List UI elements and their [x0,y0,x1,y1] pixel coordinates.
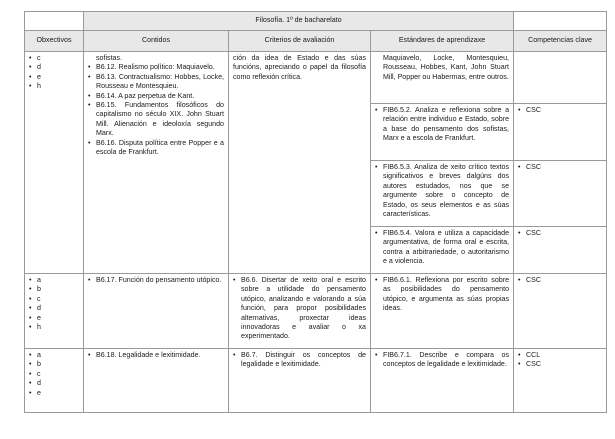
table-title: Filosofía. 1º de bacharelato [84,12,514,31]
header-criteria: Criterios de avaliación [229,31,371,52]
blank-corner-cell [25,12,84,31]
objective-item: • a [29,351,79,360]
standards-cell [371,161,514,227]
competences-cell [514,161,607,227]
competences-cell [514,104,607,161]
objective-item: • c [29,370,79,379]
competence-item: • CSC [518,360,602,369]
competence-item: • CSC [518,163,602,172]
contents-cell [84,274,229,349]
table-row-1a [25,52,607,104]
objective-item: • c [29,54,79,63]
objective-item: • d [29,379,79,388]
objectives-cell [25,52,84,274]
standards-cell [371,274,514,349]
objective-item: • h [29,323,79,332]
header-competences: Competencias clave [514,31,607,52]
content-item: • B6.18. Legalidade e lexitimidade. [88,351,224,360]
criteria-text: ción da idea de Estado e das súas funcións, apreciando o papel da filosofía como reflexión crítica. [233,54,366,81]
standards-cell [371,227,514,274]
competences-cell [514,349,607,413]
content-item: • B6.17. Función do pensamento utópico. [88,276,224,285]
objective-item: • d [29,63,79,72]
criteria-cell [229,274,371,349]
standard-text: • FIB6.6.1. Reflexiona por escrito sobre as posibilidades do pensamento utópico, e argumenta as súas propias ideas. [375,276,509,314]
content-item: • B6.13. Contractualismo: Hobbes, Locke, Rousseau e Montesquieu. [88,73,224,92]
criteria-text: • B6.6. Disertar de xeito oral e escrito sobre a utilidade do pensamento utópico, analizando e valorando a súa función, para propor posibilidades alternativas, proxectar ideas innovadoras e avaliar o xa experimentado. [233,276,366,342]
criteria-cell [229,52,371,274]
table-title-row [25,12,607,31]
column-header-row [25,31,607,52]
blank-corner-cell-right [514,12,607,31]
objective-item: • h [29,82,79,91]
content-item: • B6.12. Realismo político: Maquiavelo. [88,63,224,72]
competence-item: • CSC [518,276,602,285]
curriculum-table [24,11,607,413]
competences-cell [514,274,607,349]
competences-cell [514,52,607,104]
standards-cell [371,104,514,161]
header-standards: Estándares de aprendizaxe [371,31,514,52]
standard-text: • FIB6.5.4. Valora e utiliza a capacidade argumentativa, de forma oral e escrita, contra a arbitrariedade, o autoritarismo e a violencia. [375,229,509,267]
objective-item: • e [29,314,79,323]
objective-item: • b [29,285,79,294]
contents-cell [84,52,229,274]
objective-item: • d [29,304,79,313]
objectives-cell [25,349,84,413]
standard-text: • FIB6.5.2. Analiza e reflexiona sobre a relación entre individuo e Estado, sobre a base do pensamento dos sofistas, Marx e a escola de Frankfurt. [375,106,509,144]
table-row-3 [25,349,607,413]
header-objectives: Obxectivos [25,31,84,52]
objective-item: • e [29,389,79,398]
table-row-2 [25,274,607,349]
contents-continued: sofistas. [96,54,123,62]
contents-cell [84,349,229,413]
competence-item: • CSC [518,106,602,115]
criteria-text: • B6.7. Distinguir os conceptos de legalidade e lexitimidade. [233,351,366,370]
competence-item: • CCL [518,351,602,360]
standard-text: • FIB6.7.1. Describe e compara os conceptos de legalidade e lexitimidade. [375,351,509,370]
content-item: • B6.14. A paz perpetua de Kant. [88,92,224,101]
standards-cell [371,349,514,413]
content-item: • B6.15. Fundamentos filosóficos do capitalismo no século XIX. John Stuart Mill. Alienación e ideoloxía segundo Marx. [88,101,224,139]
objective-item: • e [29,73,79,82]
standard-text: Maquiavelo, Locke, Montesquieu, Rousseau, Hobbes, Kant, John Stuart Mill, Popper ou Habermas, entre outros. [383,54,510,81]
standard-text: • FIB6.5.3. Analiza de xeito crítico textos significativos e breves dalgúns dos autores estudados, nos que se argumente sobre o concepto de Estado, os seus elementos e as súas características. [375,163,509,219]
criteria-cell [229,349,371,413]
objective-item: • c [29,295,79,304]
competences-cell [514,227,607,274]
objectives-cell [25,274,84,349]
standards-cell [371,52,514,104]
header-contents: Contidos [84,31,229,52]
objective-item: • b [29,360,79,369]
objective-item: • a [29,276,79,285]
competence-item: • CSC [518,229,602,238]
content-item: • B6.16. Disputa política entre Popper e a escola de Frankfurt. [88,139,224,158]
